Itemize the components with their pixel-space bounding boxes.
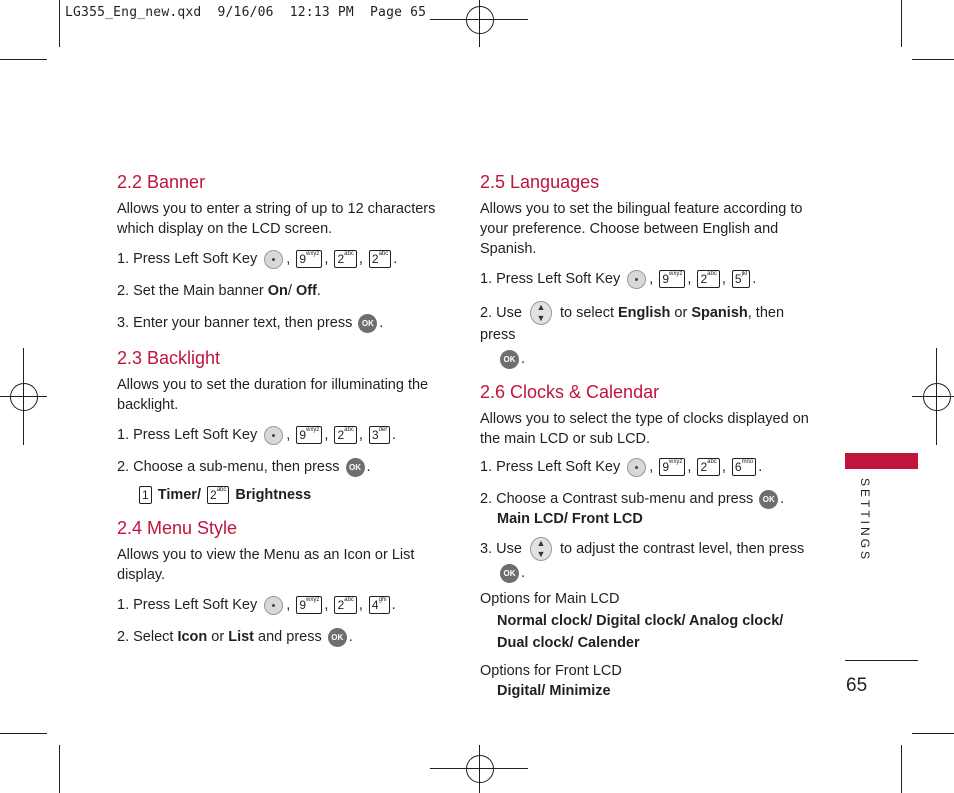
key-4-icon: $4^{ghi}$	[369, 596, 390, 614]
clocks-step-3: 3. Use ▲ ▼ to adjust the contrast level, then press	[480, 538, 805, 559]
key-9-icon: $9^{wxyz}$	[659, 270, 685, 288]
key-6-icon: $6^{mno}$	[732, 458, 756, 476]
key-2-icon: $2^{abc}$	[207, 486, 229, 504]
ok-key-icon: OK	[346, 458, 365, 477]
left-soft-key-icon	[627, 458, 646, 477]
key-9-icon: $9^{wxyz}$	[659, 458, 685, 476]
backlight-description: Allows you to set the duration for illuminating the backlight.	[117, 377, 429, 413]
page-number-rule	[845, 660, 918, 661]
key-9-icon: $9^{wxyz}$	[296, 596, 322, 614]
key-9-icon: $9^{wxyz}$	[296, 250, 322, 268]
registration-circle	[466, 6, 494, 34]
key-2-icon: $2^{abc}$	[369, 250, 391, 268]
left-soft-key-icon	[264, 426, 283, 445]
menu-style-step-1: 1. Press Left Soft Key , $9^{wxyz}$ , $2^{abc}$ , $4^{ghi}$ .	[117, 597, 396, 613]
ok-key-icon: OK	[500, 350, 519, 369]
clocks-step-2-options: Main LCD/ Front LCD	[497, 511, 643, 527]
left-column	[117, 171, 437, 647]
key-2-icon: $2^{abc}$	[334, 596, 356, 614]
key-1-icon: 1	[139, 486, 152, 504]
banner-step-2: 2. Set the Main banner On/ Off.	[117, 283, 321, 299]
options-main-lcd-line-2: Dual clock/ Calender	[497, 635, 640, 651]
options-main-lcd-line-1: Normal clock/ Digital clock/ Analog clock/	[497, 613, 784, 629]
options-front-lcd-line-1: Digital/ Minimize	[497, 683, 611, 699]
menu-style-step-2: 2. Select Icon or List and press OK .	[117, 629, 353, 645]
left-soft-key-icon	[264, 250, 283, 269]
section-title-menu-style: 2.4 Menu Style	[117, 518, 238, 538]
ok-key-icon: OK	[358, 314, 377, 333]
crop-mark	[59, 0, 60, 47]
page-number: 65	[846, 675, 868, 696]
key-3-icon: $3^{def}$	[369, 426, 390, 444]
banner-step-3: 3. Enter your banner text, then press OK .	[117, 315, 384, 331]
slug-line: LG355_Eng_new.qxd 9/16/06 12:13 PM Page 65	[65, 5, 427, 20]
key-9-icon: $9^{wxyz}$	[296, 426, 322, 444]
section-title-banner: 2.2 Banner	[117, 172, 206, 192]
key-5-icon: $5^{jkl}$	[732, 270, 750, 288]
key-2-icon: $2^{abc}$	[334, 250, 356, 268]
navigation-key-icon: ▲ ▼	[530, 537, 552, 561]
crop-mark	[901, 0, 902, 47]
banner-step-1: 1. Press Left Soft Key , $9^{wxyz}$ , $2^{abc}$ , $2^{abc}$ .	[117, 251, 398, 267]
languages-step-2: 2. Use ▲ ▼ to select English or Spanish, then press	[480, 302, 785, 343]
key-2-icon: $2^{abc}$	[697, 458, 719, 476]
clocks-step-2: 2. Choose a Contrast sub-menu and press OK .	[480, 491, 785, 507]
registration-circle	[10, 383, 38, 411]
crop-mark	[0, 59, 47, 60]
navigation-key-icon: ▲ ▼	[530, 301, 552, 325]
options-main-lcd-label: Options for Main LCD	[480, 591, 620, 607]
step-text: 1. Press Left Soft Key	[117, 251, 258, 267]
registration-circle	[923, 383, 951, 411]
section-tab-label: SETTINGS	[858, 478, 872, 563]
backlight-step-2: 2. Choose a sub-menu, then press OK .	[117, 459, 371, 475]
section-title-clocks-calendar: 2.6 Clocks & Calendar	[480, 382, 660, 402]
languages-step-1: 1. Press Left Soft Key , $9^{wxyz}$ , $2^{abc}$ , $5^{jkl}$ .	[480, 271, 757, 287]
crop-mark	[912, 59, 954, 60]
crop-mark	[59, 745, 60, 793]
clocks-step-1: 1. Press Left Soft Key , $9^{wxyz}$ , $2^{abc}$ , $6^{mno}$ .	[480, 459, 763, 475]
crop-mark	[901, 745, 902, 793]
menu-style-description: Allows you to view the Menu as an Icon or List display.	[117, 547, 415, 583]
section-title-languages: 2.5 Languages	[480, 172, 600, 192]
crop-mark	[0, 733, 47, 734]
clocks-description: Allows you to select the type of clocks displayed on the main LCD or sub LCD.	[480, 411, 809, 447]
languages-description: Allows you to set the bilingual feature according to your preference. Choose between English and Spanish.	[480, 201, 803, 257]
key-2-icon: $2^{abc}$	[697, 270, 719, 288]
options-front-lcd-label: Options for Front LCD	[480, 663, 622, 679]
key-2-icon: $2^{abc}$	[334, 426, 356, 444]
languages-step-2-ok: OK .	[480, 349, 810, 369]
crop-mark	[912, 733, 954, 734]
registration-circle	[466, 755, 494, 783]
ok-key-icon: OK	[500, 564, 519, 583]
left-soft-key-icon	[627, 270, 646, 289]
backlight-step-1: 1. Press Left Soft Key , $9^{wxyz}$ , $2^{abc}$ , $3^{def}$ .	[117, 427, 396, 443]
section-tab-bar	[845, 453, 918, 469]
backlight-options: 1 Timer/ $2^{abc}$ Brightness	[117, 485, 437, 505]
clocks-step-3-ok: OK .	[480, 563, 810, 583]
ok-key-icon: OK	[759, 490, 778, 509]
left-soft-key-icon	[264, 596, 283, 615]
right-column	[480, 171, 810, 701]
ok-key-icon: OK	[328, 628, 347, 647]
section-title-backlight: 2.3 Backlight	[117, 348, 221, 368]
banner-description: Allows you to enter a string of up to 12 characters which display on the LCD screen.	[117, 201, 436, 237]
